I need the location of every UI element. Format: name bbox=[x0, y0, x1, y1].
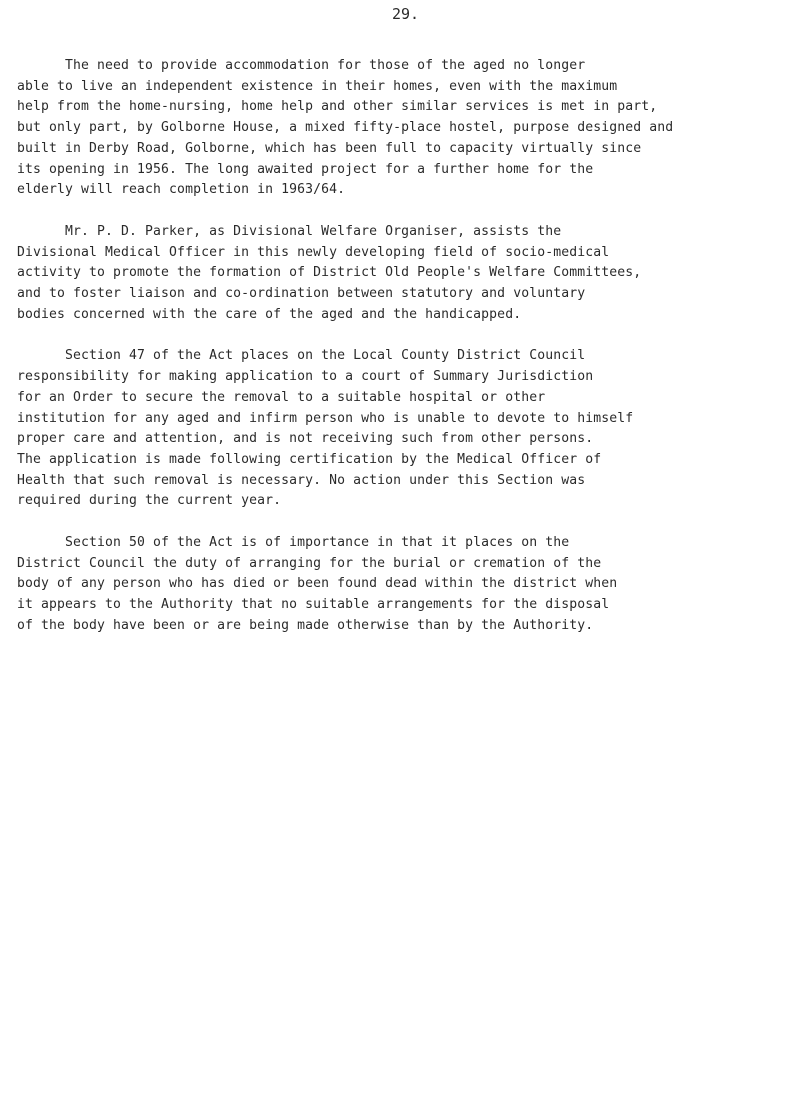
text-line: it appears to the Authority that no suitable arrangements for the disposal bbox=[17, 597, 610, 613]
text-line: and to foster liaison and co-ordination between statutory and voluntary bbox=[17, 286, 586, 302]
text-line: responsibility for making application to a court of Summary Jurisdiction bbox=[17, 369, 594, 385]
text-line: of the body have been or are being made otherwise than by the Authority. bbox=[17, 617, 594, 633]
paragraph-section-47 bbox=[17, 346, 800, 512]
text-line: activity to promote the formation of District Old People's Welfare Committees, bbox=[17, 265, 642, 281]
text-line: Divisional Medical Officer in this newly developing field of socio-medical bbox=[17, 244, 610, 260]
text-line: The application is made following certification by the Medical Officer of bbox=[17, 451, 602, 467]
text-line: Mr. P. D. Parker, as Divisional Welfare Organiser, assists the bbox=[17, 223, 562, 239]
text-line: but only part, by Golborne House, a mixed fifty-place hostel, purpose designed and bbox=[17, 120, 674, 136]
text-line: elderly will reach completion in 1963/64. bbox=[17, 182, 346, 198]
text-line: bodies concerned with the care of the aged and the handicapped. bbox=[17, 306, 522, 322]
text-line: help from the home-nursing, home help and other similar services is met in part, bbox=[17, 99, 658, 115]
page-number: 29. bbox=[392, 5, 420, 23]
text-line: able to live an independent existence in their homes, even with the maximum bbox=[17, 78, 618, 94]
text-line: body of any person who has died or been found dead within the district when bbox=[17, 576, 618, 592]
text-line: its opening in 1956. The long awaited project for a further home for the bbox=[17, 161, 594, 177]
text-line: proper care and attention, and is not receiving such from other persons. bbox=[17, 431, 594, 447]
text-line: Section 47 of the Act places on the Local County District Council bbox=[17, 348, 586, 364]
text-line: required during the current year. bbox=[17, 493, 282, 509]
paragraph-old-people-accommodation bbox=[17, 56, 800, 201]
text-line: Health that such removal is necessary. No action under this Section was bbox=[17, 472, 586, 488]
text-line: built in Derby Road, Golborne, which has been full to capacity virtually since bbox=[17, 140, 642, 156]
paragraph-section-50 bbox=[17, 533, 800, 637]
paragraph-welfare-organiser bbox=[17, 222, 800, 326]
text-line: institution for any aged and infirm person who is unable to devote to himself bbox=[17, 410, 634, 426]
text-line: The need to provide accommodation for those of the aged no longer bbox=[17, 58, 586, 73]
text-line: Section 50 of the Act is of importance in that it places on the bbox=[17, 535, 570, 551]
document-body bbox=[17, 56, 800, 658]
text-line: District Council the duty of arranging for the burial or cremation of the bbox=[17, 555, 602, 571]
text-line: for an Order to secure the removal to a suitable hospital or other bbox=[17, 389, 546, 405]
